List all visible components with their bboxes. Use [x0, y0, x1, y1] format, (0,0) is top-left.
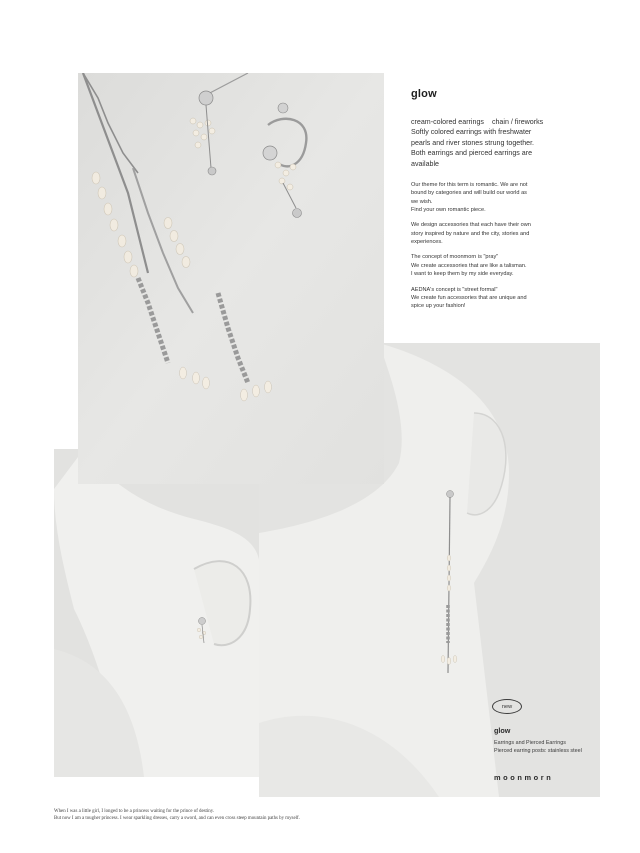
- new-badge: new: [492, 699, 522, 714]
- description-line: Softly colored earrings with freshwater: [411, 128, 532, 137]
- description-text: cream-colored earrings: [411, 118, 484, 126]
- concept-line: Our theme for this term is romantic. We are not: [411, 182, 528, 188]
- concept-paragraph: [411, 286, 591, 311]
- concept-line: we wish.: [411, 198, 433, 205]
- product-name: glow: [494, 726, 511, 735]
- spec-line: Earrings and Pierced Earrings: [494, 740, 566, 746]
- concept-text: [411, 181, 591, 318]
- product-title: glow: [411, 88, 437, 100]
- description-text: chain / fireworks: [491, 118, 544, 126]
- description-line: pearls and river stones strung together.: [411, 138, 535, 147]
- concept-line: story inspired by nature and the city, stories and: [411, 230, 530, 237]
- footer-text: [54, 809, 300, 822]
- concept-paragraph: [411, 221, 591, 246]
- concept-line: experiences.: [411, 238, 443, 245]
- concept-paragraph: [411, 181, 591, 214]
- concept-line: We design accessories that each have their own: [411, 222, 531, 229]
- product-spec: [494, 740, 582, 755]
- concept-paragraph: [411, 253, 591, 278]
- concept-line: AEDNA's concept is "street formal": [411, 286, 498, 293]
- footer-line: When I was a little girl, I longed to be a princess waiting for the prince of destiny.: [54, 809, 215, 814]
- photo-earrings-flatlay: [78, 73, 384, 484]
- concept-line: spice up your fashion!: [411, 303, 466, 310]
- concept-line: Find your own romantic piece.: [411, 206, 486, 213]
- description-line: [411, 117, 586, 127]
- concept-line: We create fun accessories that are unique and: [411, 294, 527, 301]
- description-line: available: [411, 159, 440, 168]
- brand-logo: moonmorn: [494, 773, 554, 782]
- concept-line: The concept of moonmorn is "pray": [411, 254, 499, 261]
- footer-line: But now I am a tougher princess. I wear sparkling dresses, carry a sword, and can even cross steep mountain paths by myself.: [54, 815, 300, 821]
- concept-line: We create accessories that are like a talisman.: [411, 262, 527, 269]
- concept-line: I want to keep them by my side everyday.: [411, 271, 514, 278]
- concept-line: bound by categories and will build our world as: [411, 190, 527, 197]
- photo-mannequin-stud-earring: [54, 449, 260, 777]
- description-line: Both earrings and pierced earrings are: [411, 149, 533, 158]
- spec-line: Pierced earring posts: stainless steel: [494, 747, 582, 754]
- product-description: [411, 117, 586, 169]
